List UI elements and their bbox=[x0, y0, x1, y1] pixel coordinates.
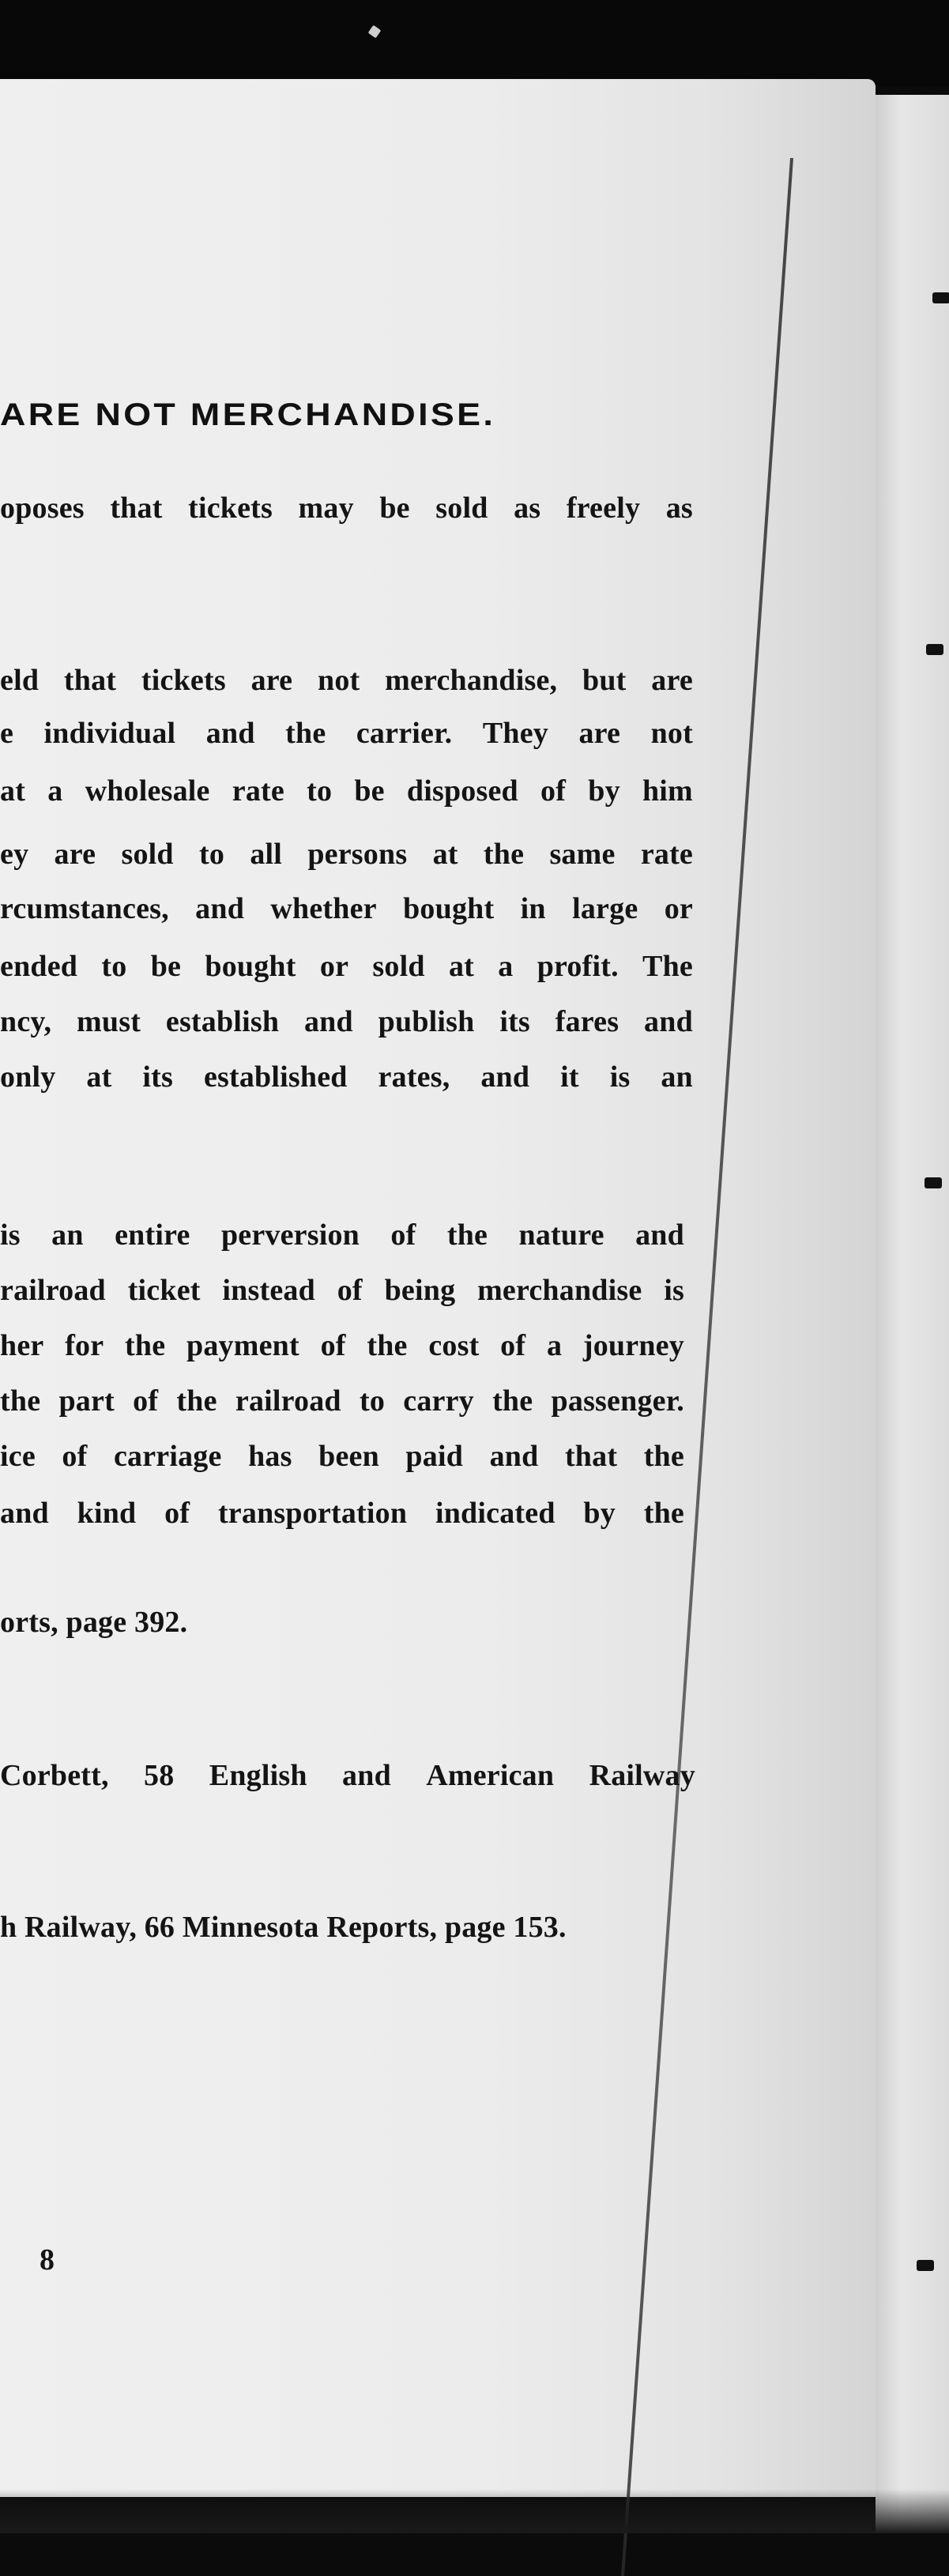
word: and bbox=[195, 892, 245, 925]
word: it bbox=[560, 1060, 579, 1094]
word: a bbox=[546, 1329, 563, 1362]
word: railroad bbox=[235, 1384, 341, 1418]
word: as bbox=[665, 491, 693, 525]
word: not bbox=[650, 717, 693, 750]
word: ice bbox=[0, 1440, 36, 1473]
word: perversion bbox=[220, 1218, 360, 1252]
edge-tab-mark bbox=[925, 1177, 942, 1188]
word: are bbox=[54, 838, 96, 871]
paragraph-line bbox=[0, 773, 693, 809]
word: They bbox=[482, 717, 548, 750]
word: instead bbox=[222, 1274, 315, 1307]
word: ticket bbox=[127, 1274, 201, 1307]
word: rates, bbox=[378, 1060, 450, 1094]
word: railroad bbox=[0, 1274, 106, 1307]
word: paid bbox=[405, 1440, 464, 1473]
word: must bbox=[77, 1005, 141, 1038]
word: an bbox=[51, 1218, 84, 1252]
word: is bbox=[0, 1218, 21, 1252]
word: only bbox=[0, 1060, 56, 1094]
word: entire bbox=[115, 1218, 190, 1252]
word: her bbox=[0, 1329, 44, 1362]
word: a bbox=[47, 774, 63, 808]
word: sold bbox=[372, 950, 425, 983]
word: and bbox=[205, 717, 255, 750]
word: fares bbox=[555, 1005, 619, 1038]
word: disposed bbox=[406, 774, 518, 808]
word: the bbox=[446, 1218, 488, 1252]
word: be bbox=[150, 950, 182, 983]
word: oposes bbox=[0, 491, 85, 525]
citation: orts, page 392. bbox=[0, 1606, 188, 1639]
word: merchandise, bbox=[385, 664, 558, 697]
word: to bbox=[359, 1384, 386, 1418]
word: but bbox=[582, 664, 627, 697]
word: at bbox=[86, 1060, 112, 1094]
paragraph-line bbox=[0, 836, 693, 872]
word: transportation bbox=[217, 1497, 408, 1530]
word: the bbox=[643, 1497, 684, 1530]
word: for bbox=[65, 1329, 104, 1362]
section-heading: ARE NOT MERCHANDISE. bbox=[0, 397, 496, 432]
word: the bbox=[367, 1329, 408, 1362]
word: him bbox=[642, 774, 693, 808]
word: of bbox=[320, 1329, 346, 1362]
word: rate bbox=[232, 774, 284, 808]
word: same bbox=[549, 838, 616, 871]
word: the bbox=[285, 717, 326, 750]
word: all bbox=[250, 838, 283, 871]
word: sold bbox=[121, 838, 174, 871]
paragraph-line bbox=[0, 715, 693, 751]
word: wholesale bbox=[85, 774, 210, 808]
word: English bbox=[209, 1759, 307, 1792]
word: of bbox=[390, 1218, 416, 1252]
word: an bbox=[661, 1060, 693, 1094]
word: journey bbox=[582, 1329, 684, 1362]
edge-tab-mark bbox=[917, 2260, 934, 2271]
word: individual bbox=[43, 717, 176, 750]
word: and bbox=[480, 1060, 530, 1094]
word: rate bbox=[640, 838, 693, 871]
word: as bbox=[514, 491, 541, 525]
word: carrier. bbox=[356, 717, 453, 750]
word: the bbox=[125, 1329, 166, 1362]
word: be bbox=[379, 491, 410, 525]
word: whether bbox=[270, 892, 377, 925]
word: of bbox=[62, 1440, 88, 1473]
citation: h Railway, 66 Minnesota Reports, page 153. bbox=[0, 1911, 567, 1944]
paragraph-line bbox=[0, 1272, 684, 1309]
word: the bbox=[176, 1384, 217, 1418]
word: are bbox=[651, 664, 693, 697]
paragraph-line bbox=[0, 948, 693, 985]
word: are bbox=[250, 664, 293, 697]
word: carriage bbox=[113, 1440, 222, 1473]
word: and bbox=[644, 1005, 693, 1038]
word: that bbox=[63, 664, 117, 697]
word: and bbox=[0, 1497, 49, 1530]
word: may bbox=[298, 491, 354, 525]
word: its bbox=[142, 1060, 174, 1094]
paragraph-line bbox=[0, 891, 693, 927]
scan-top-border bbox=[0, 0, 949, 87]
edge-tab-mark bbox=[926, 644, 943, 655]
paragraph-line bbox=[0, 1438, 684, 1474]
word: a bbox=[498, 950, 514, 983]
scan-bottom-shadow bbox=[0, 2489, 949, 2533]
word: eld bbox=[0, 664, 40, 697]
word: the bbox=[483, 838, 525, 871]
word: been bbox=[318, 1440, 379, 1473]
word: in bbox=[520, 892, 546, 925]
word: tickets bbox=[141, 664, 226, 697]
word: bought bbox=[205, 950, 296, 983]
word: that bbox=[564, 1440, 618, 1473]
word: e bbox=[0, 717, 14, 750]
word: and bbox=[303, 1005, 353, 1038]
citation bbox=[0, 1757, 695, 1794]
word: carry bbox=[403, 1384, 474, 1418]
word: Corbett, bbox=[0, 1759, 109, 1792]
word: to bbox=[307, 774, 333, 808]
word: payment bbox=[186, 1329, 299, 1362]
paragraph-line bbox=[0, 1383, 684, 1419]
word: by bbox=[583, 1497, 616, 1530]
word: is bbox=[609, 1060, 631, 1094]
word: cost bbox=[428, 1329, 480, 1362]
word: of bbox=[164, 1497, 190, 1530]
word: kind bbox=[77, 1497, 137, 1530]
word: is bbox=[664, 1274, 684, 1307]
paragraph-line bbox=[0, 1004, 693, 1040]
word: Railway bbox=[589, 1759, 695, 1792]
paragraph-line bbox=[0, 1328, 684, 1364]
word: and bbox=[489, 1440, 539, 1473]
word: large bbox=[572, 892, 638, 925]
paragraph-line bbox=[0, 1059, 693, 1095]
word: the bbox=[0, 1384, 41, 1418]
word: the bbox=[492, 1384, 533, 1418]
word: profit. bbox=[537, 950, 619, 983]
word: at bbox=[432, 838, 458, 871]
word: sold bbox=[435, 491, 488, 525]
word: establish bbox=[165, 1005, 280, 1038]
adjacent-page-edge bbox=[876, 95, 949, 2533]
word: being bbox=[384, 1274, 456, 1307]
word: passenger. bbox=[551, 1384, 684, 1418]
word: to bbox=[199, 838, 225, 871]
word: ncy, bbox=[0, 1005, 52, 1038]
word: 58 bbox=[144, 1759, 175, 1792]
word: not bbox=[318, 664, 360, 697]
word: its bbox=[499, 1005, 530, 1038]
paragraph-line bbox=[0, 1217, 684, 1253]
word: or bbox=[319, 950, 349, 983]
word: of bbox=[133, 1384, 159, 1418]
word: of bbox=[337, 1274, 363, 1307]
word: ey bbox=[0, 838, 29, 871]
paragraph-line bbox=[0, 1495, 684, 1531]
word: are bbox=[578, 717, 621, 750]
word: merchandise bbox=[477, 1274, 642, 1307]
word: part bbox=[58, 1384, 115, 1418]
word: and bbox=[635, 1218, 684, 1252]
word: the bbox=[643, 1440, 684, 1473]
word: American bbox=[426, 1759, 555, 1792]
word: of bbox=[540, 774, 567, 808]
word: bought bbox=[403, 892, 495, 925]
word: freely bbox=[566, 491, 641, 525]
word: be bbox=[354, 774, 385, 808]
word: at bbox=[0, 774, 26, 808]
page-number: 8 bbox=[40, 2243, 55, 2277]
word: rcumstances, bbox=[0, 892, 169, 925]
word: of bbox=[500, 1329, 526, 1362]
word: at bbox=[448, 950, 474, 983]
word: persons bbox=[307, 838, 408, 871]
word: that bbox=[110, 491, 163, 525]
word: and bbox=[342, 1759, 391, 1792]
word: established bbox=[203, 1060, 348, 1094]
word: ended bbox=[0, 950, 78, 983]
word: tickets bbox=[188, 491, 273, 525]
word: The bbox=[642, 950, 693, 983]
word: indicated bbox=[435, 1497, 555, 1530]
word: to bbox=[101, 950, 127, 983]
word: or bbox=[664, 892, 693, 925]
word: by bbox=[588, 774, 620, 808]
paragraph-line bbox=[0, 662, 693, 699]
word: nature bbox=[518, 1218, 604, 1252]
word: publish bbox=[378, 1005, 475, 1038]
paragraph-line bbox=[0, 490, 693, 526]
word: has bbox=[248, 1440, 292, 1473]
edge-tab-mark bbox=[932, 292, 949, 303]
